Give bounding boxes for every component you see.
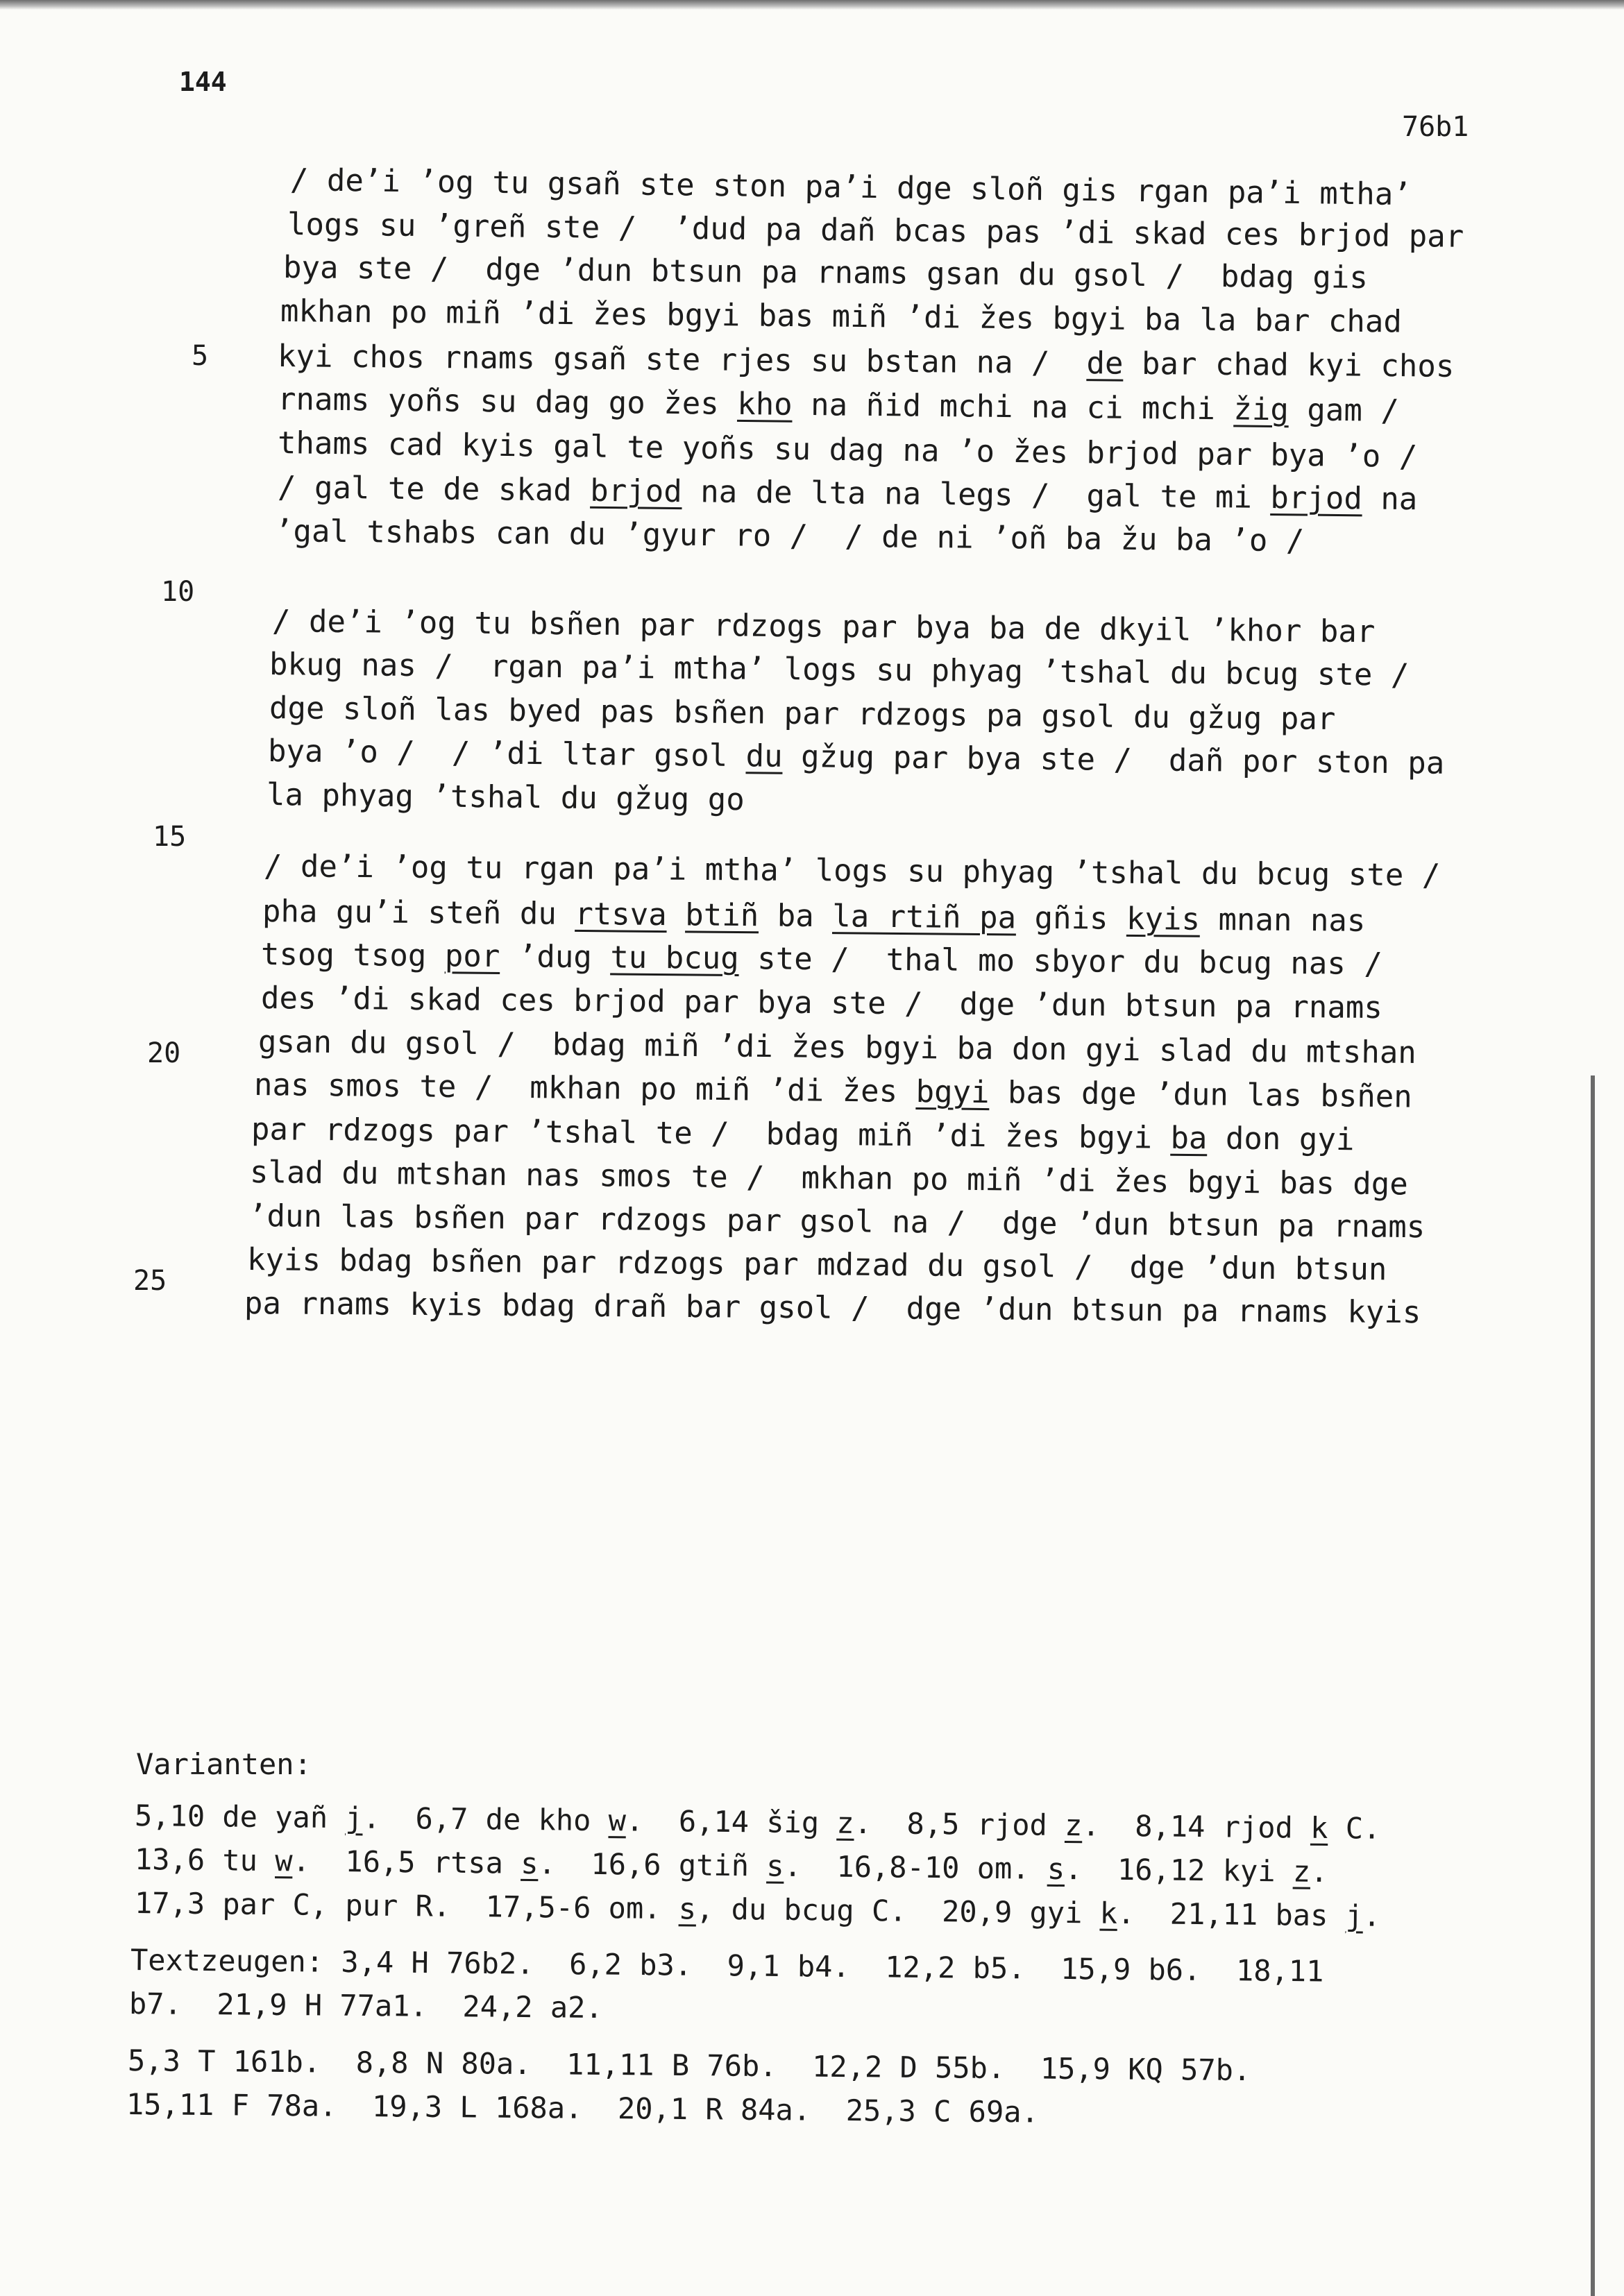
text-line — [268, 733, 1445, 781]
text-run: . 8,14 rjod — [1082, 1808, 1311, 1845]
text-line — [262, 894, 1366, 939]
text-run: pha gu’i steñ du — [262, 894, 575, 932]
right-edge-rule — [1591, 1075, 1595, 2296]
text-line — [278, 382, 1399, 429]
text-run: . — [1362, 1898, 1381, 1933]
underlined-word: por — [444, 938, 500, 975]
text-run: 15,11 F 78a. 19,3 L 168a. 20,1 R 84a. 25,3 C 69a. — [126, 2087, 1040, 2129]
text-run: na — [1362, 481, 1418, 518]
line-number: 15 — [153, 821, 187, 853]
variant-line — [128, 2043, 1251, 2087]
text-run: des ’di skad ces brjod par bya ste / dge ’dun btsun pa rnams — [260, 980, 1383, 1026]
text-run: dge sloñ las byed pas bsñen par rdzogs pa gsol du gžug par — [269, 690, 1336, 738]
text-run: bkug nas / rgan pa’i mtha’ logs su phyag ’tshal du bcug ste / — [269, 647, 1410, 693]
text-run: . — [1310, 1854, 1328, 1889]
text-run: par rdzogs par ’tshal te / bdag miñ ’di žes bgyi — [251, 1112, 1171, 1156]
text-run: don gyi — [1207, 1121, 1355, 1158]
underlined-word: k — [1099, 1896, 1118, 1930]
variant-line — [135, 1886, 1381, 1933]
text-run: . 21,11 bas — [1117, 1896, 1346, 1933]
underlined-word: z — [1292, 1854, 1311, 1889]
text-run: rnams yoñs su dag go žes — [277, 382, 738, 422]
page-number: 144 — [179, 67, 227, 97]
text-line — [272, 604, 1376, 649]
text-run: la phyag ’tshal du gžug go — [266, 777, 745, 818]
text-line — [267, 777, 745, 817]
underlined-word: btiñ — [685, 897, 759, 934]
underlined-word: s — [678, 1891, 697, 1926]
variant-line — [135, 1842, 1328, 1889]
text-line — [287, 207, 1464, 255]
variant-line — [129, 1987, 603, 2025]
text-run: nas smos te / mkhan po miñ ’di žes — [253, 1067, 916, 1109]
text-line — [248, 1198, 1426, 1245]
underlined-word: w — [275, 1844, 293, 1878]
line-number: 25 — [133, 1265, 167, 1297]
underlined-word: w — [608, 1803, 627, 1838]
text-run: bya ’o / / ’di ltar gsol — [267, 733, 746, 774]
top-edge-rule — [0, 0, 1624, 10]
text-run: gžug par bya ste / dañ por ston pa — [782, 738, 1445, 781]
text-run: / de’i ’og tu rgan pa’i mtha’ logs su phyag ’tshal du bcug ste / — [263, 849, 1441, 894]
text-run: ba — [759, 898, 833, 935]
underlined-word: k — [1310, 1810, 1328, 1846]
underlined-word: la rtiñ pa — [831, 899, 1017, 936]
text-run: 5,10 de yañ — [134, 1798, 346, 1835]
underlined-word: s — [1047, 1851, 1065, 1887]
line-number: 5 — [192, 340, 209, 372]
text-run: 13,6 tu — [134, 1842, 276, 1878]
underlined-word: de — [1086, 346, 1124, 382]
underlined-word: tu bcug — [610, 939, 739, 977]
text-run: . 16,5 rtsa — [292, 1844, 521, 1880]
text-line — [280, 294, 1402, 340]
text-run: ’dun las bsñen par rdzogs par gsol na / dge ’dun btsun pa rnams — [248, 1198, 1426, 1245]
text-line — [261, 980, 1382, 1026]
underlined-word: j — [345, 1801, 363, 1835]
text-run: . 16,8-10 om. — [784, 1848, 1048, 1886]
text-line — [278, 470, 1418, 517]
text-line — [264, 849, 1441, 893]
text-line — [254, 1067, 1412, 1114]
text-run: C. — [1328, 1811, 1381, 1846]
underlined-word: žig — [1233, 391, 1289, 428]
text-run: gñis — [1015, 900, 1127, 937]
underlined-word: kyis — [1126, 901, 1201, 937]
text-run: / gal te de skad — [277, 470, 591, 509]
text-run: ’gal tshabs can du ’gyur ro / / de ni ’oñ ba žu ba ’o / — [274, 513, 1305, 559]
text-run: mkhan po miñ ’di žes bgyi bas miñ ’di žes bgyi ba la bar chad — [280, 294, 1403, 340]
underlined-word: ba — [1170, 1120, 1208, 1157]
text-run — [667, 897, 686, 933]
text-run: gsan du gsol / bdag miñ ’di žes bgyi ba don gyi slad du mtshan — [257, 1024, 1417, 1071]
text-run: 17,3 par C, pur R. 17,5-6 om. — [134, 1886, 679, 1926]
underlined-word: kho — [736, 386, 793, 423]
line-number: 20 — [147, 1037, 181, 1069]
variant-line — [135, 1798, 1381, 1846]
text-run: na ñid mchi na ci mchi — [792, 386, 1234, 427]
text-line — [269, 690, 1336, 737]
underlined-word: bgyi — [915, 1073, 990, 1111]
underlined-word: s — [521, 1846, 539, 1881]
text-line — [275, 513, 1305, 559]
underlined-word: rtsva — [575, 896, 667, 933]
variants-heading: Varianten: — [136, 1747, 312, 1781]
text-run: slad du mtshan nas smos te / mkhan po miñ ’di žes bgyi bas dge — [249, 1155, 1409, 1202]
text-run: bas dge ’dun las bsñen — [989, 1075, 1413, 1115]
text-run: thams cad kyis gal te yoñs su dag na ’o žes brjod par bya ’o / — [277, 425, 1418, 475]
line-number: 10 — [161, 576, 195, 608]
underlined-word: brjod — [1270, 479, 1363, 517]
text-run: kyi chos rnams gsañ ste rjes su bstan na / — [277, 339, 1087, 382]
text-line — [278, 425, 1418, 475]
text-line — [244, 1286, 1421, 1330]
folio-reference: 76b1 — [1402, 111, 1469, 143]
text-line — [283, 250, 1368, 296]
text-run: Textzeugen: 3,4 H 76b2. 6,2 b3. 9,1 b4. 12,2 b5. 15,9 b6. 18,11 — [130, 1943, 1324, 1989]
text-line — [261, 937, 1382, 982]
text-run: ste / thal mo sbyor du bcug nas / — [738, 941, 1383, 983]
text-run: . 16,12 kyi — [1064, 1852, 1294, 1889]
text-run: kyis bdag bsñen par rdzogs par mdzad du gsol / dge ’dun btsun — [246, 1242, 1387, 1288]
text-line — [269, 647, 1410, 693]
text-line — [250, 1155, 1408, 1202]
text-run: tsog tsog — [260, 937, 446, 974]
text-run: 5,3 T 161b. 8,8 N 80a. 11,11 B 76b. 12,2 D 55b. 15,9 KQ 57b. — [127, 2043, 1251, 2088]
text-run: bar chad kyi chos — [1123, 346, 1455, 384]
text-run: ’dug — [500, 939, 611, 976]
text-run: b7. 21,9 H 77a1. 24,2 a2. — [128, 1987, 603, 2025]
underlined-word: j — [1345, 1898, 1364, 1933]
text-run: / de’i ’og tu gsañ ste ston pa’i dge sloñ gis rgan pa’i mtha’ — [289, 162, 1412, 213]
text-run: logs su ’greñ ste / ’dud pa dañ bcas pas ’di skad ces brjod par — [287, 207, 1464, 255]
text-run: gam / — [1288, 392, 1400, 429]
text-run: . 6,14 šig — [625, 1803, 837, 1840]
text-run: . 6,7 de kho — [362, 1801, 609, 1838]
underlined-word: s — [766, 1848, 784, 1883]
text-run: . 16,6 gtiñ — [538, 1846, 767, 1883]
text-run: , du bcug C. 20,9 gyi — [695, 1891, 1100, 1930]
underlined-word: z — [836, 1805, 854, 1840]
text-line — [278, 339, 1455, 384]
text-line — [258, 1024, 1416, 1071]
text-run: na de lta na legs / gal te mi — [682, 474, 1271, 516]
text-line — [247, 1242, 1387, 1287]
text-run: / de’i ’og tu bsñen par rdzogs par bya ba de dkyil ’khor bar — [271, 604, 1376, 650]
text-run: bya ste / dge ’dun btsun pa rnams gsan du gsol / bdag gis — [282, 250, 1369, 296]
text-line — [290, 162, 1412, 212]
text-run: pa rnams kyis bdag drañ bar gsol / dge ’dun btsun pa rnams kyis — [244, 1286, 1421, 1331]
variant-line — [126, 2087, 1039, 2129]
underlined-word: brjod — [590, 473, 683, 510]
underlined-word: z — [1064, 1808, 1083, 1843]
variant-line — [130, 1943, 1324, 1989]
text-line — [251, 1112, 1355, 1157]
text-run: mnan nas — [1199, 901, 1366, 939]
underlined-word: du — [745, 738, 783, 774]
text-run: . 8,5 rjod — [854, 1805, 1065, 1843]
